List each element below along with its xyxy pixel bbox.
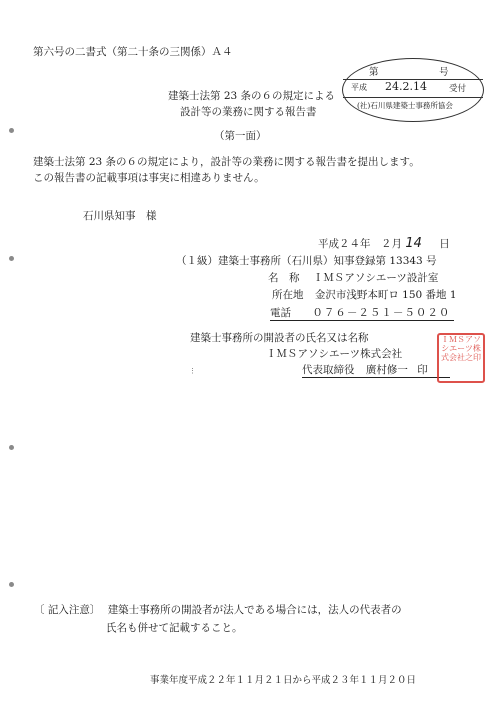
office-registration: （１級）建築士事務所（石川県）知事登録第 13343 号 [176,255,437,267]
note-row [34,602,402,617]
office-address-row [272,287,457,302]
page-indicator: （第一面） [214,130,267,142]
stamp-era: 平成 [351,83,367,92]
addressee: 石川県知事 様 [83,210,157,222]
date-prefix: 平成２４年 ２月 [318,238,402,250]
date-line [318,236,450,251]
punch-hole [9,582,14,587]
punch-hole [9,128,14,133]
date-day-handwritten: 14 [405,236,422,251]
office-address-label: 所在地 [272,289,304,301]
note-line-1: 建築士事務所の開設者が法人である場合には，法人の代表者の [107,604,402,616]
stamp-number-suffix: 号 [439,67,449,78]
founder-company: ＩＭＳアソシエーツ株式会社 [266,348,403,360]
company-seal: ＩＭＳアソシエーツ株式会社之印 [437,333,485,383]
punch-hole [9,256,14,261]
form-header: 第六号の二書式（第二十条の三関係）Ａ４ [33,46,233,58]
intro-line-1: 建築士法第 23 条の６の規定により，設計等の業務に関する報告書を提出します。 [33,156,420,168]
title-line-1: 建築士法第 23 条の６の規定による [168,90,336,102]
business-period: 事業年度平成２２年１１月２１日から平成２３年１１月２０日 [150,675,417,686]
punch-hole [9,445,14,450]
seal-mark: 印 [417,364,428,376]
rep-name: 廣村修一 [365,364,408,376]
office-address: 金沢市浅野本町ロ 150 番地 1 [314,289,457,301]
office-name-label: 名 称 [268,272,300,284]
receipt-stamp [342,58,484,122]
office-name: ＩＭＳアソシエーツ設計室 [312,272,439,284]
stamp-association: (社)石川県建築士事務所協会 [357,101,453,110]
title-line-2: 設計等の業務に関する報告書 [180,106,317,118]
intro-line-2: この報告書の記載事項は事実に相違ありません。 [33,172,265,184]
founder-representative-row [302,362,450,378]
stamp-date: 24.2.14 [385,80,427,93]
note-label: 〔 記入注意〕 [34,604,101,616]
date-suffix: 日 [439,238,450,250]
office-phone-row [270,305,454,321]
stamp-number-label: 第 [369,67,379,78]
office-phone: ０７６－２５１－５０２０ [312,307,451,319]
note-line-2: 氏名も併せて記載すること。 [106,622,243,634]
rep-title: 代表取締役 [302,364,355,376]
stamp-received: 受付 [449,84,467,94]
office-name-row [268,270,438,285]
office-phone-label: 電話 [270,307,291,319]
stray-mark: ⋮ [189,367,196,375]
founder-label: 建築士事務所の開設者の氏名又は名称 [190,332,369,344]
